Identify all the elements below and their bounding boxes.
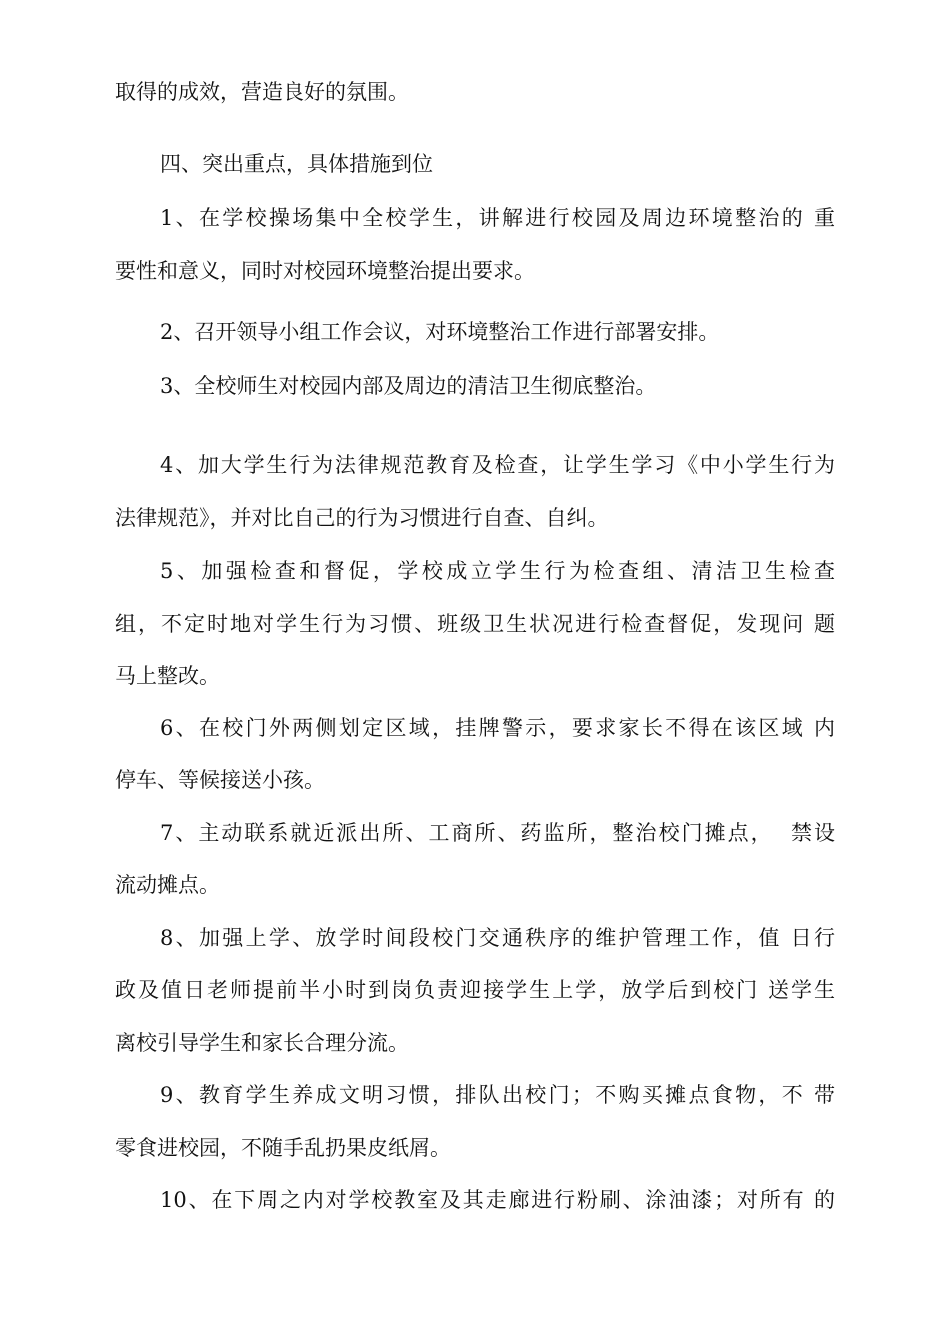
list-item-line: 10、在下周之内对学校教室及其走廊进行粉刷、涂油漆；对所有 的 xyxy=(160,1188,835,1212)
list-item-line: 6、在校门外两侧划定区域，挂牌警示，要求家长不得在该区域 内 xyxy=(160,716,835,740)
section-heading: 四、突出重点，具体措施到位 xyxy=(160,152,433,176)
list-item-line: 5、加强检查和督促，学校成立学生行为检查组、清洁卫生检查 xyxy=(160,559,835,583)
list-item-line: 7、主动联系就近派出所、工商所、药监所，整治校门摊点， 禁设 xyxy=(160,821,835,845)
list-item-line: 3、全校师生对校园内部及周边的清洁卫生彻底整治。 xyxy=(160,374,657,398)
list-item-line: 4、加大学生行为法律规范教育及检查，让学生学习《中小学生行为 xyxy=(160,453,835,477)
body-text-line: 法律规范》，并对比自己的行为习惯进行自查、自纠。 xyxy=(115,506,609,530)
body-text-line: 流动摊点。 xyxy=(115,873,220,897)
list-item-line: 2、召开领导小组工作会议，对环境整治工作进行部署安排。 xyxy=(160,320,720,344)
body-text-line: 停车、等候接送小孩。 xyxy=(115,768,325,792)
body-text-line: 政及值日老师提前半小时到岗负责迎接学生上学，放学后到校门 送学生 xyxy=(115,978,835,1002)
body-text-line: 组，不定时地对学生行为习惯、班级卫生状况进行检查督促，发现问 题 xyxy=(115,612,835,636)
list-item-line: 8、加强上学、放学时间段校门交通秩序的维护管理工作，值 日行 xyxy=(160,926,835,950)
body-text-line: 马上整改。 xyxy=(115,664,220,688)
body-text-line: 要性和意义，同时对校园环境整治提出要求。 xyxy=(115,259,535,283)
list-item-line: 1、在学校操场集中全校学生，讲解进行校园及周边环境整治的 重 xyxy=(160,206,835,230)
body-text-line: 取得的成效，营造良好的氛围。 xyxy=(115,80,409,104)
body-text-line: 离校引导学生和家长合理分流。 xyxy=(115,1031,409,1055)
list-item-line: 9、教育学生养成文明习惯，排队出校门；不购买摊点食物，不 带 xyxy=(160,1083,835,1107)
body-text-line: 零食进校园，不随手乱扔果皮纸屑。 xyxy=(115,1136,451,1160)
